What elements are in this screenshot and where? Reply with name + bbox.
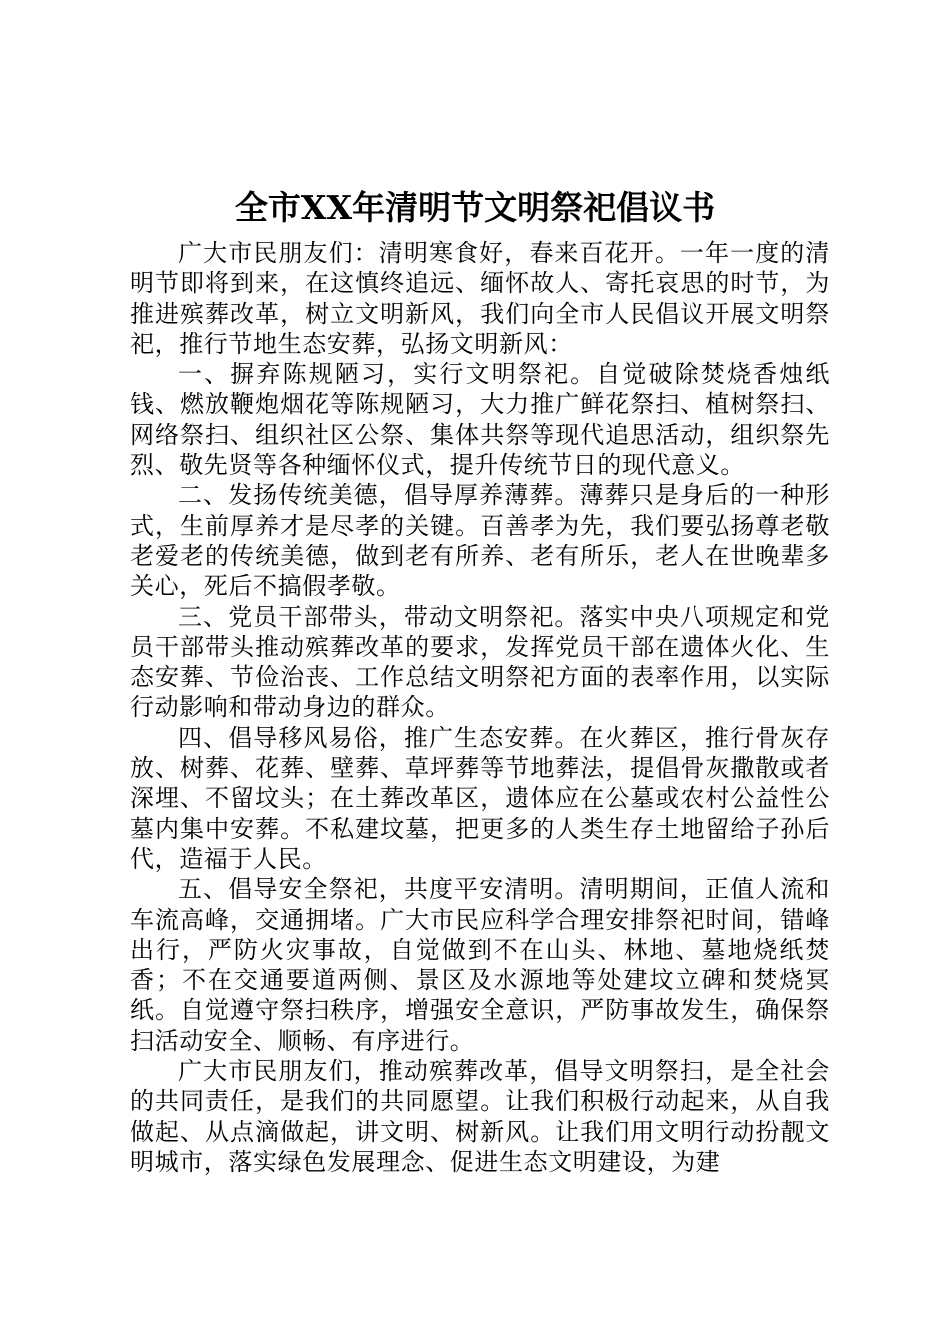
paragraph-item-5: 五、倡导安全祭祀，共度平安清明。清明期间，正值人流和车流高峰，交通拥堵。广大市民应科学合理安排祭祀时间，错峰出行，严防火灾事故，自觉做到不在山头、林地、墓地烧纸焚香；不在交通要道两侧、景区及水源地等处建坟立碑和焚烧冥纸。自觉遵守祭扫秩序，增强安全意识，严防事故发生，确保祭扫活动安全、顺畅、有序进行。 [130,875,830,1055]
paragraph-item-2: 二、发扬传统美德，倡导厚养薄葬。薄葬只是身后的一种形式，生前厚养才是尽孝的关键。百善孝为先，我们要弘扬尊老敬老爱老的传统美德，做到老有所养、老有所乐，老人在世晚辈多关心，死后不搞假孝敬。 [130,481,830,601]
document-body [130,238,830,1177]
paragraph-item-4: 四、倡导移风易俗，推广生态安葬。在火葬区，推行骨灰存放、树葬、花葬、壁葬、草坪葬等节地葬法，提倡骨灰撒散或者深埋、不留坟头；在土葬改革区，遗体应在公墓或农村公益性公墓内集中安葬。不私建坟墓，把更多的人类生存土地留给子孙后代，造福于人民。 [130,723,830,873]
document-title: 全市XX年清明节文明祭祀倡议书 [234,188,716,227]
paragraph-closing: 广大市民朋友们，推动殡葬改革，倡导文明祭扫，是全社会的共同责任，是我们的共同愿望。让我们积极行动起来，从自我做起、从点滴做起，讲文明、树新风。让我们用文明行动扮靓文明城市，落实绿色发展理念、促进生态文明建设，为建 [130,1057,830,1176]
paragraph-greeting: 广大市民朋友们：清明寒食好，春来百花开。一年一度的清明节即将到来，在这慎终追远、缅怀故人、寄托哀思的时节，为推进殡葬改革，树立文明新风，我们向全市人民倡议开展文明祭祀，推行节地生态安葬，弘扬文明新风： [130,239,830,358]
paragraph-item-3: 三、党员干部带头，带动文明祭祀。落实中央八项规定和党员干部带头推动殡葬改革的要求，发挥党员干部在遗体火化、生态安葬、节俭治丧、工作总结文明祭祀方面的表率作用，以实际行动影响和带动身边的群众。 [130,602,830,722]
paragraph-item-1: 一、摒弃陈规陋习，实行文明祭祀。自觉破除焚烧香烛纸钱、燃放鞭炮烟花等陈规陋习，大力推广鲜花祭扫、植树祭扫、网络祭扫、组织社区公祭、集体共祭等现代追思活动，组织祭先烈、敬先贤等各种缅怀仪式，提升传统节日的现代意义。 [130,360,830,480]
